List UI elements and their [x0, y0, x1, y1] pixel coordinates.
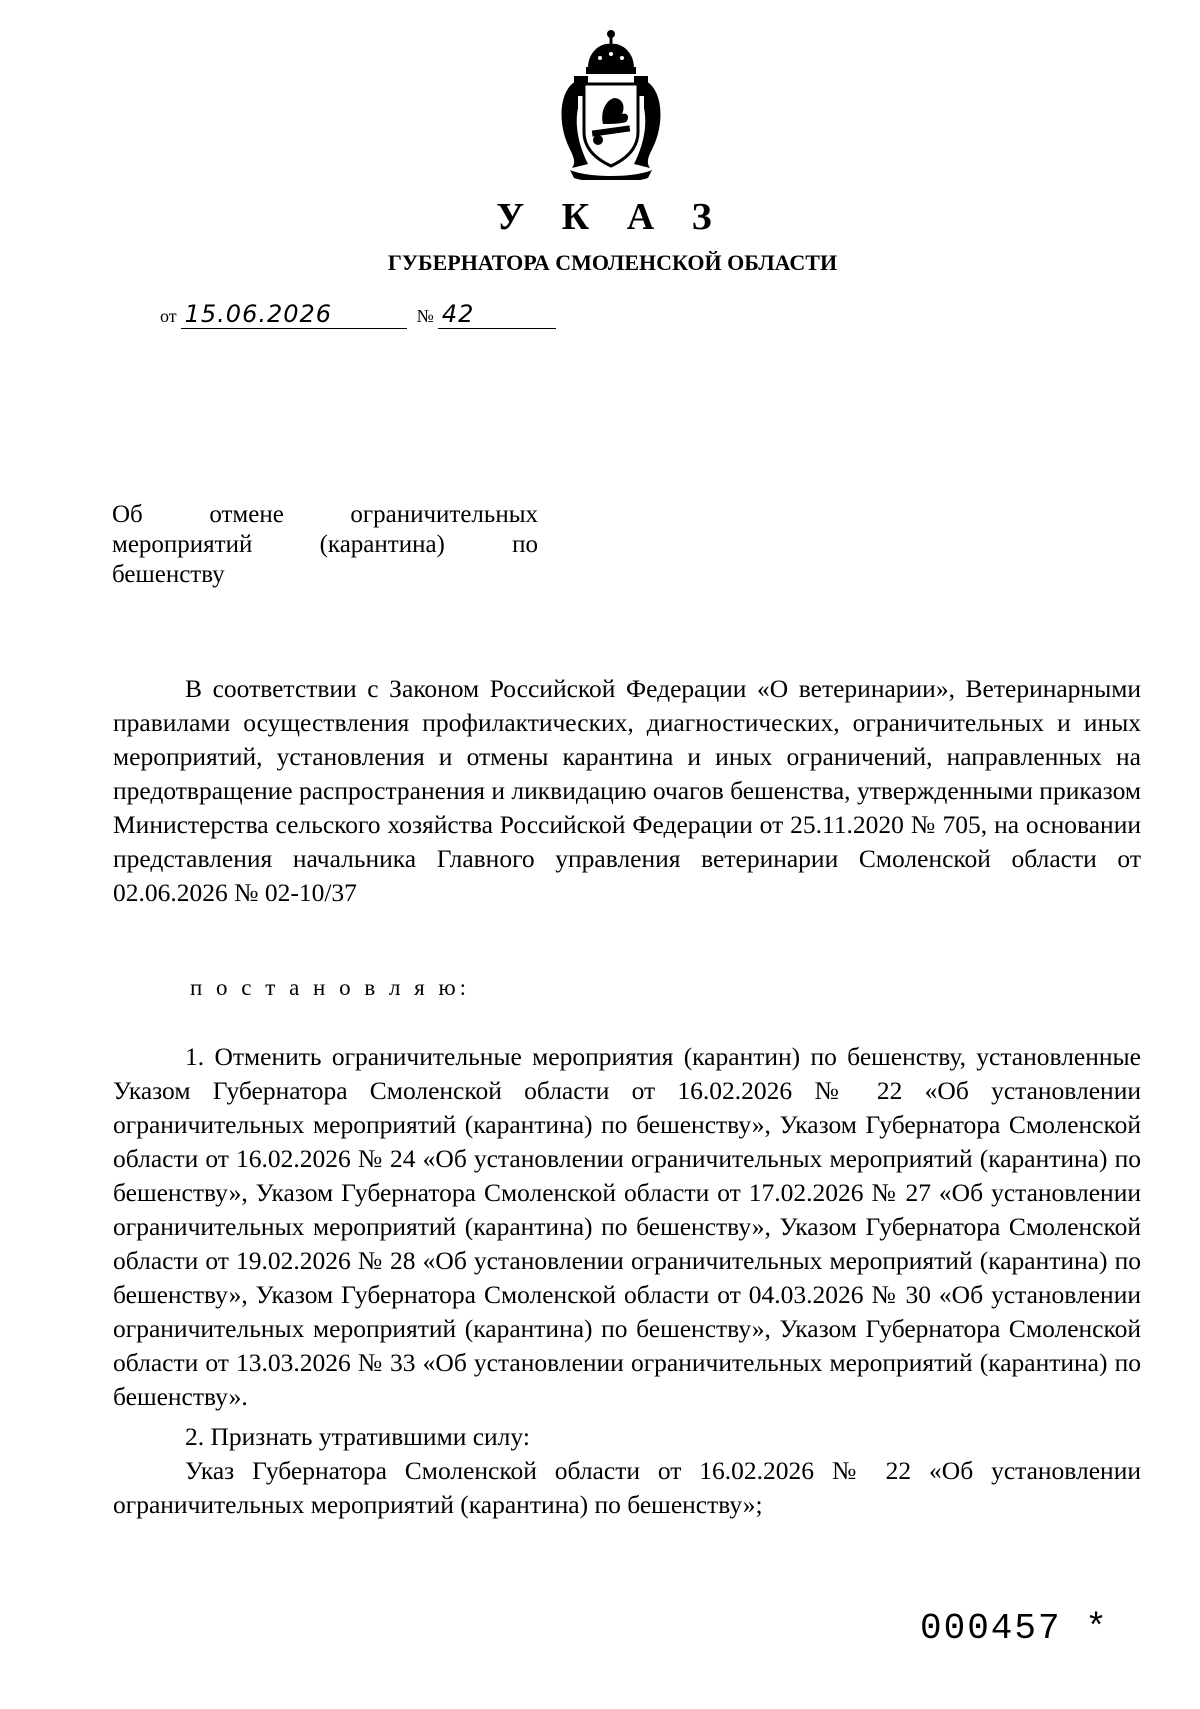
item-2-sub-paragraph: Указ Губернатора Смоленской области от 16.02.2026 № 22 «Об установлении ограничительных мероприятий (карантина) по бешенству»; [113, 1456, 1141, 1519]
document-subject [112, 500, 538, 590]
subject-line: мероприятий (карантина) по [112, 531, 538, 558]
item-2-sub-section [113, 1454, 1141, 1522]
date-prefix: от [160, 306, 177, 326]
subject-line: Об отмене ограничительных [112, 501, 538, 528]
issuer-title: ГУБЕРНАТОРА СМОЛЕНСКОЙ ОБЛАСТИ [387, 250, 838, 275]
handwritten-date: 15.06.2026 [181, 300, 407, 329]
preamble-paragraph: В соответствии с Законом Российской Федерации «О ветеринарии», Ветеринарными правилами осуществления профилактических, диагностических, ограничительных и иных мероприятий, установления и отмены карантина и иных ограничений, направленных на предотвращение распространения и ликвидацию очагов бешенства, утвержденными приказом Министерства сельского хозяйства Российской Федерации от 25.11.2020 № 705, на основании представления начальника Главного управления ветеринарии Смоленской области от 02.06.2026 № 02-10/37 [113, 674, 1141, 907]
item-1-paragraph: 1. Отменить ограничительные мероприятия (карантин) по бешенству, установленные Указом Губернатора Смоленской области от 16.02.2026 № 22 «Об установлении ограничительных мероприятий (карантина) по бешенству», Указом Губернатора Смоленской области от 16.02.2026 № 24 «Об установлении ограничительных мероприятий (карантина) по бешенству», Указом Губернатора Смоленской области от 17.02.2026 № 27 «Об установлении ограничительных мероприятий (карантина) по бешенству», Указом Губернатора Смоленской области от 19.02.2026 № 28 «Об установлении ограничительных мероприятий (карантина) по бешенству», Указом Губернатора Смоленской области от 04.03.2026 № 30 «Об установлении ограничительных мероприятий (карантина) по бешенству», Указом Губернатора Смоленской области от 13.03.2026 № 33 «Об установлении ограничительных мероприятий (карантина) по бешенству». [113, 1042, 1141, 1411]
subject-line: бешенству [112, 561, 225, 588]
item-2-title-section [113, 1420, 1141, 1454]
coat-of-arms-icon [548, 28, 674, 180]
document-serial-number: 000457 * [920, 1608, 1109, 1649]
item-2-title: 2. Признать утратившими силу: [185, 1422, 530, 1451]
number-prefix: № [416, 306, 434, 326]
decree-word: п о с т а н о в л я ю: [190, 975, 471, 1000]
date-number-line [160, 300, 556, 329]
document-type: У К А З [496, 196, 726, 238]
handwritten-number: 42 [438, 300, 556, 329]
preamble-section [113, 672, 1141, 910]
item-1-section [113, 1040, 1141, 1414]
